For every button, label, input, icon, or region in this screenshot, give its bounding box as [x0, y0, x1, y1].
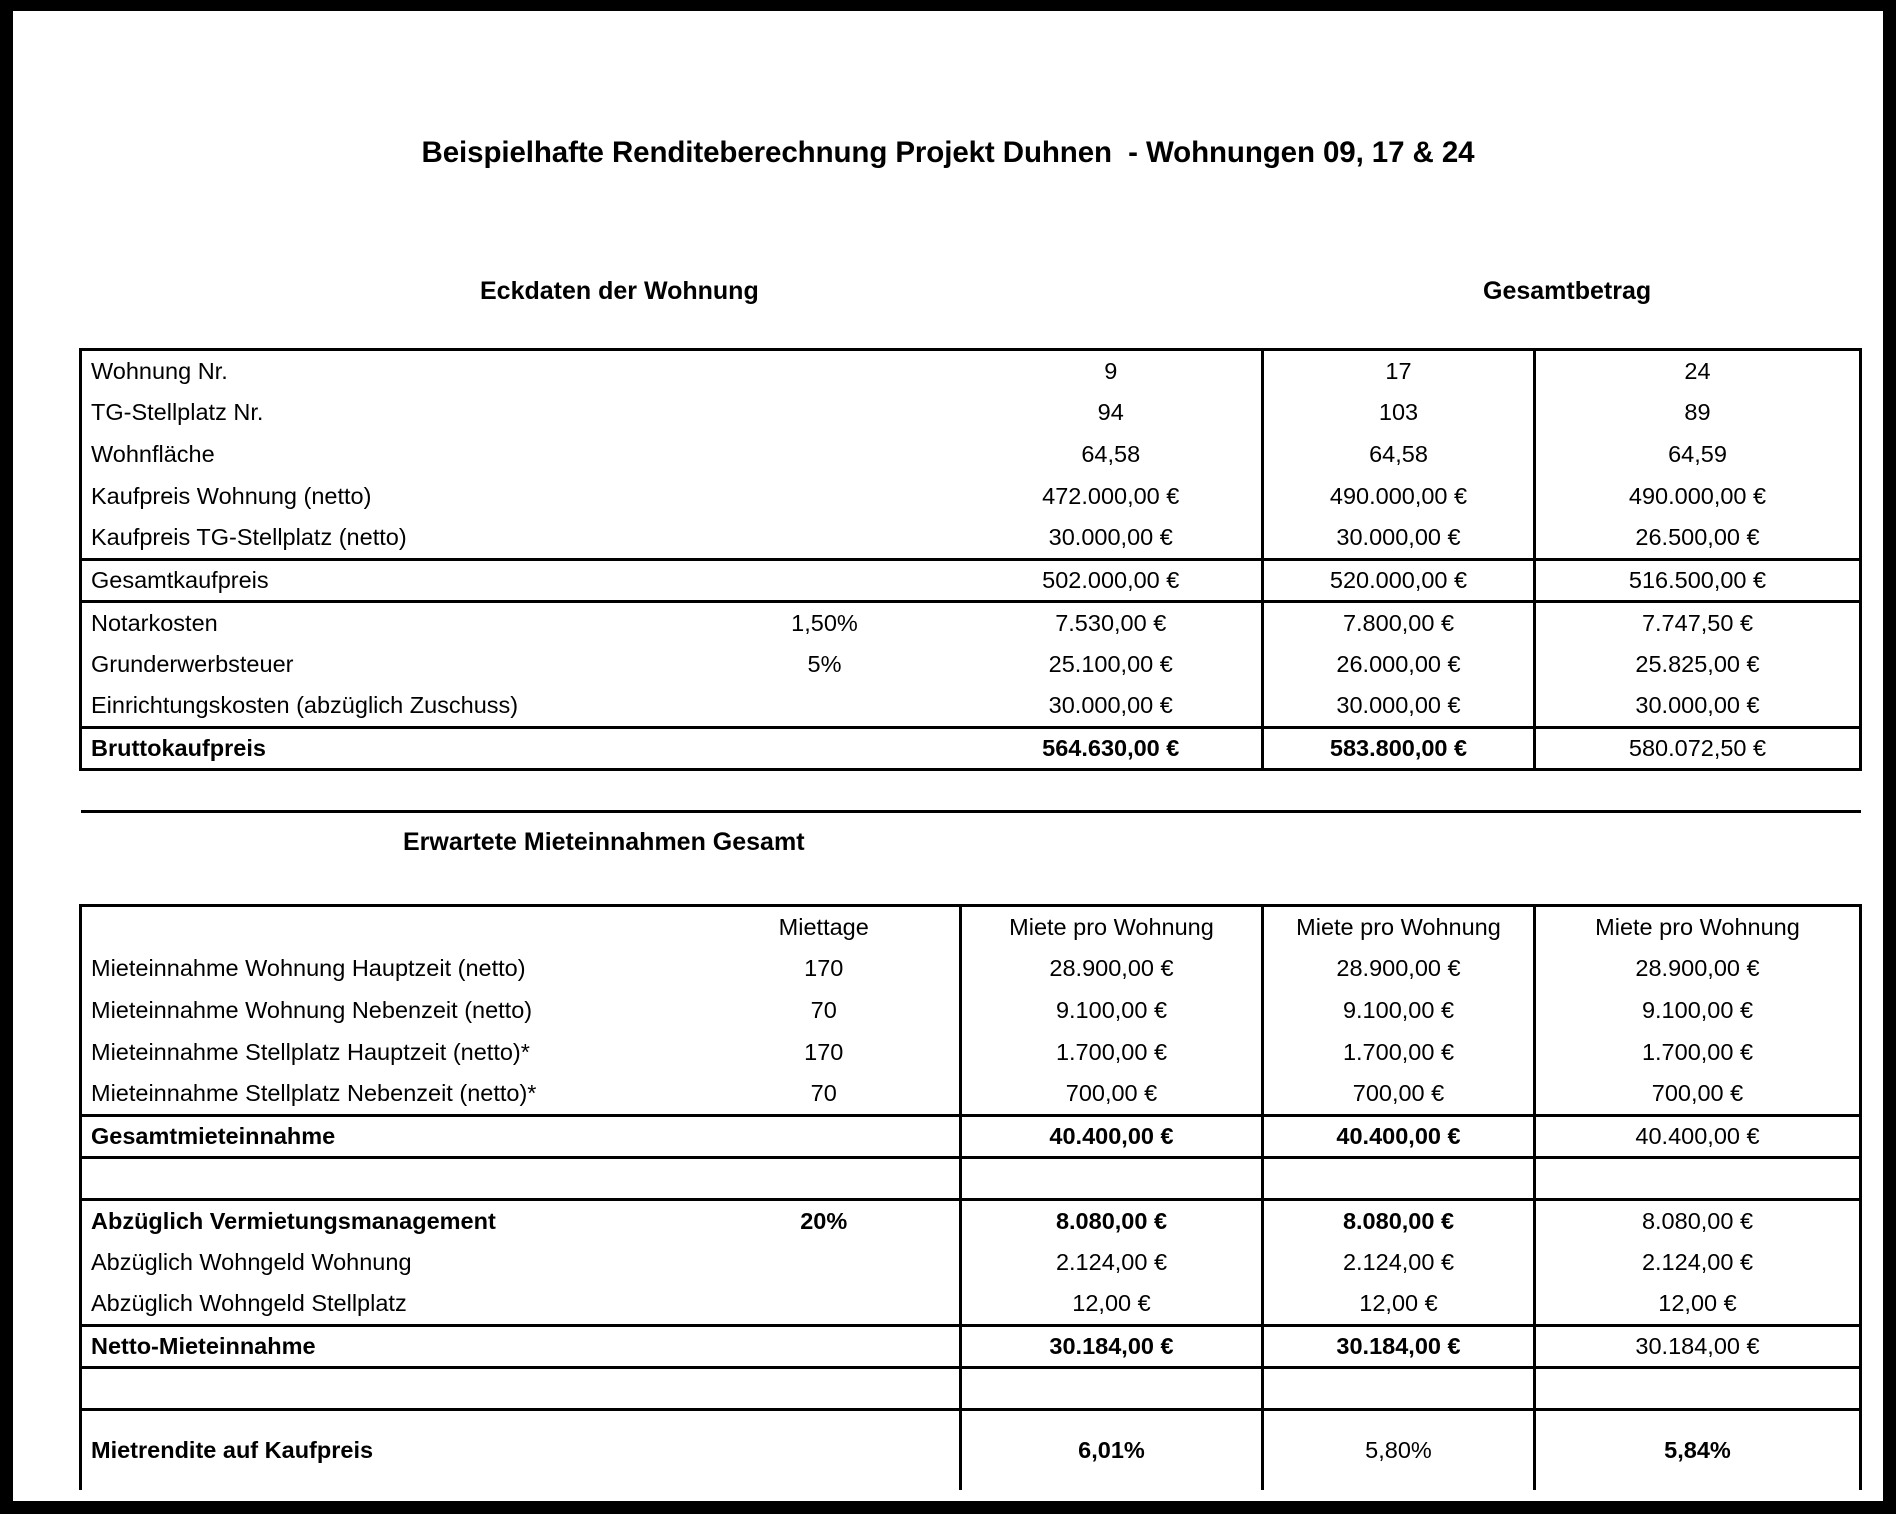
section-header-gesamtbetrag: Gesamtbetrag [1483, 277, 1652, 305]
section-header-eckdaten: Eckdaten der Wohnung [480, 277, 759, 305]
row-value-3: 25.825,00 € [1535, 644, 1861, 686]
header-value-1: Miete pro Wohnung [961, 906, 1263, 948]
row-pct [689, 686, 961, 728]
row-value-3: 30.000,00 € [1535, 686, 1861, 728]
row-label: Abzüglich Wohngeld Stellplatz [81, 1284, 689, 1326]
row-value-2: 17 [1263, 350, 1535, 392]
table-row [81, 644, 1861, 686]
row-value-3: 30.184,00 € [1535, 1326, 1861, 1368]
row-value-3: 516.500,00 € [1535, 560, 1861, 602]
table-row [81, 1284, 1861, 1326]
row-value-1: 8.080,00 € [961, 1200, 1263, 1242]
row-label: Mieteinnahme Stellplatz Hauptzeit (netto)* [81, 1032, 689, 1074]
row-value-2: 12,00 € [1263, 1284, 1535, 1326]
row-value-1: 472.000,00 € [1042, 482, 1180, 509]
row-value-2: 700,00 € [1263, 1074, 1535, 1116]
row-value-2: 9.100,00 € [1263, 990, 1535, 1032]
row-value-3: 28.900,00 € [1535, 948, 1861, 990]
header-label [81, 906, 689, 948]
row-label: Grunderwerbsteuer [81, 644, 689, 686]
row-value-1: 7.530,00 € [1055, 609, 1167, 636]
row-value-2: 30.184,00 € [1263, 1326, 1535, 1368]
table-row [81, 1242, 1861, 1284]
row-pct: 5% [807, 650, 842, 677]
double-rule-line [81, 1158, 689, 1200]
row-pct [689, 434, 961, 476]
row-value-3: 700,00 € [1535, 1074, 1861, 1116]
row-label: Kaufpreis TG-Stellplatz (netto) [81, 518, 689, 560]
row-value-2: 5,80% [1263, 1410, 1535, 1490]
double-rule-line [961, 1158, 1263, 1200]
row-value-2: 490.000,00 € [1263, 476, 1535, 518]
table-row-total [81, 1116, 1861, 1158]
section-header-mieteinnahmen: Erwartete Mieteinnahmen Gesamt [403, 828, 805, 856]
row-pct [689, 728, 961, 770]
row-value-3: 5,84% [1535, 1410, 1861, 1490]
row-value-2: 64,58 [1263, 434, 1535, 476]
row-pct [689, 1116, 961, 1158]
row-label: Kaufpreis Wohnung (netto) [81, 476, 689, 518]
row-pct [689, 1284, 961, 1326]
row-label: Gesamtkaufpreis [81, 560, 689, 602]
row-label: TG-Stellplatz Nr. [81, 392, 689, 434]
row-value-1: 1.700,00 € [961, 1032, 1263, 1074]
row-pct [689, 392, 961, 434]
table-row [81, 518, 1861, 560]
double-rule-line [1263, 1158, 1535, 1200]
row-label: Abzüglich Vermietungsmanagement [81, 1200, 689, 1242]
row-value-2: 8.080,00 € [1263, 1200, 1535, 1242]
table-row-total [81, 728, 1861, 770]
row-value-3: 24 [1535, 350, 1861, 392]
row-value-2: 1.700,00 € [1263, 1032, 1535, 1074]
row-label: Wohnfläche [81, 434, 689, 476]
table-row-yield [81, 1410, 1861, 1490]
row-value-2: 103 [1263, 392, 1535, 434]
row-value-1: 40.400,00 € [961, 1116, 1263, 1158]
page-title: Beispielhafte Renditeberechnung Projekt Duhnen - Wohnungen 09, 17 & 24 [421, 136, 1475, 169]
row-label: Mieteinnahme Wohnung Hauptzeit (netto) [81, 948, 689, 990]
table-row [81, 434, 1861, 476]
document-page [13, 11, 1883, 1501]
row-value-2: 40.400,00 € [1263, 1116, 1535, 1158]
row-value-3: 26.500,00 € [1535, 518, 1861, 560]
row-value-1: 9.100,00 € [961, 990, 1263, 1032]
row-label: Netto-Mieteinnahme [81, 1326, 689, 1368]
row-value-1: 94 [1097, 398, 1124, 425]
table-row [81, 1032, 1861, 1074]
row-value-3: 580.072,50 € [1535, 728, 1861, 770]
row-label: Mietrendite auf Kaufpreis [81, 1410, 689, 1490]
table-row [81, 1200, 1861, 1242]
table-row [81, 948, 1861, 990]
row-value-3: 64,59 [1535, 434, 1861, 476]
double-rule-line [689, 1368, 961, 1410]
row-value-2: 583.800,00 € [1263, 728, 1535, 770]
double-rule-line [1263, 1368, 1535, 1410]
row-value-2: 30.000,00 € [1263, 518, 1535, 560]
table-row [81, 350, 1861, 392]
row-value-3: 89 [1535, 392, 1861, 434]
double-rule-line [81, 770, 1861, 812]
double-rule-line [1535, 1368, 1861, 1410]
double-rule-line [81, 1368, 689, 1410]
row-value-3: 8.080,00 € [1535, 1200, 1861, 1242]
row-pct: 170 [804, 954, 844, 981]
row-value-2: 7.800,00 € [1263, 602, 1535, 644]
row-value-3: 7.747,50 € [1535, 602, 1861, 644]
row-value-1: 12,00 € [961, 1284, 1263, 1326]
row-value-3: 40.400,00 € [1535, 1116, 1861, 1158]
row-value-1: 30.184,00 € [961, 1326, 1263, 1368]
row-value-2: 28.900,00 € [1263, 948, 1535, 990]
table-row [81, 476, 1861, 518]
row-label: Notarkosten [81, 602, 689, 644]
row-value-1: 25.100,00 € [1048, 650, 1173, 677]
row-value-1: 502.000,00 € [961, 560, 1263, 602]
row-pct [689, 1326, 961, 1368]
row-value-3: 2.124,00 € [1535, 1242, 1861, 1284]
row-label: Mieteinnahme Wohnung Nebenzeit (netto) [81, 990, 689, 1032]
double-rule-line [1535, 1158, 1861, 1200]
row-value-2: 520.000,00 € [1263, 560, 1535, 602]
row-value-3: 1.700,00 € [1535, 1032, 1861, 1074]
row-pct [689, 518, 961, 560]
row-pct [689, 1242, 961, 1284]
mieteinnahmen-table [79, 904, 1862, 1490]
row-value-2: 30.000,00 € [1263, 686, 1535, 728]
row-value-1: 2.124,00 € [961, 1242, 1263, 1284]
double-rule-line [689, 1158, 961, 1200]
row-value-2: 26.000,00 € [1263, 644, 1535, 686]
row-value-1: 700,00 € [961, 1074, 1263, 1116]
row-label: Mieteinnahme Stellplatz Nebenzeit (netto)* [81, 1074, 689, 1116]
row-pct: 170 [804, 1038, 844, 1065]
table-double-rule [81, 1158, 1861, 1200]
row-pct [689, 350, 961, 392]
table-header-row [81, 906, 1861, 948]
row-value-3: 9.100,00 € [1535, 990, 1861, 1032]
row-label: Gesamtmieteinnahme [81, 1116, 689, 1158]
row-value-1: 28.900,00 € [961, 948, 1263, 990]
row-pct: 70 [810, 996, 837, 1023]
row-value-2: 2.124,00 € [1263, 1242, 1535, 1284]
row-pct: 1,50% [791, 609, 858, 636]
table-row [81, 560, 1861, 602]
table-double-rule [81, 1368, 1861, 1410]
row-label: Wohnung Nr. [81, 350, 689, 392]
table-row-total [81, 1326, 1861, 1368]
row-label: Abzüglich Wohngeld Wohnung [81, 1242, 689, 1284]
row-value-1: 564.630,00 € [961, 728, 1263, 770]
row-pct [689, 560, 961, 602]
row-pct: 70 [689, 1074, 961, 1116]
table-row [81, 392, 1861, 434]
header-miettage: Miettage [689, 906, 961, 948]
row-value-1: 30.000,00 € [961, 686, 1263, 728]
row-pct [689, 476, 961, 518]
row-value-1: 6,01% [961, 1410, 1263, 1490]
row-value-1: 64,58 [1081, 440, 1141, 467]
table-row [81, 686, 1861, 728]
header-value-2: Miete pro Wohnung [1263, 906, 1535, 948]
table-row [81, 990, 1861, 1032]
row-value-1: 9 [961, 350, 1263, 392]
table-row [81, 602, 1861, 644]
row-pct [689, 1410, 961, 1490]
table-double-rule [81, 770, 1861, 812]
double-rule-line [961, 1368, 1263, 1410]
row-value-3: 12,00 € [1535, 1284, 1861, 1326]
row-value-3: 490.000,00 € [1535, 476, 1861, 518]
row-value-1: 30.000,00 € [961, 518, 1263, 560]
row-label: Einrichtungskosten (abzüglich Zuschuss) [81, 686, 689, 728]
row-label: Bruttokaufpreis [81, 728, 689, 770]
table-row [81, 1074, 1861, 1116]
row-pct: 20% [800, 1207, 848, 1234]
eckdaten-table [79, 348, 1862, 813]
header-value-3: Miete pro Wohnung [1535, 906, 1861, 948]
